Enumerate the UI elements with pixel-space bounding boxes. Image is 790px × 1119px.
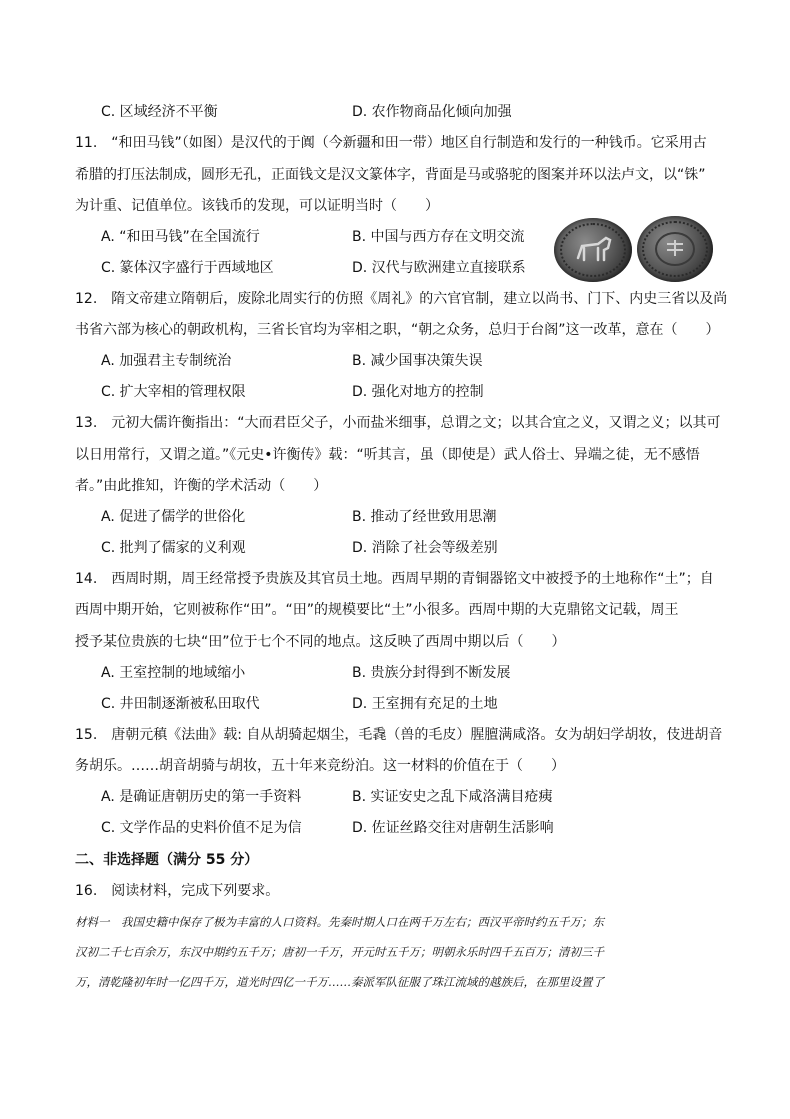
- horse-coin-front-image: [554, 218, 632, 282]
- q10-options-row-2: [0, 102, 790, 122]
- q16-material-line-3: 万，清乾隆初年时一亿四千万，道光时四亿一千万……秦派军队征服了珠江流域的越族后，在那里设置了: [75, 975, 604, 989]
- q11-option-a[interactable]: A. “和田马钱”在全国流行: [101, 229, 260, 245]
- q15-stem-line-2: 务胡乐。……胡音胡骑与胡妆，五十年来竞纷泊。这一材料的价值在于（ ）: [75, 758, 565, 774]
- q14-stem-line-3: 授予某位贵族的七块“田”位于七个不同的地点。这反映了西周中期以后（ ）: [75, 634, 566, 650]
- q14-option-b[interactable]: B. 贵族分封得到不断发展: [352, 665, 511, 681]
- q11-option-c[interactable]: C. 篆体汉字盛行于西域地区: [101, 260, 274, 276]
- section-2-heading: 二、非选择题（满分 55 分）: [75, 852, 259, 868]
- q13-option-c[interactable]: C. 批判了儒家的义利观: [101, 540, 246, 556]
- q16-material-1: [75, 907, 720, 997]
- q16-material-line-2: 汉初二千七百余万，东汉中期约五千万；唐初一千万，开元时五千万；明朝永乐时四千五百万；清初三千: [75, 945, 604, 959]
- q11-stem-line-1: 11. “和田马钱”（如图）是汉代的于阗（今新疆和田一带）地区自行制造和发行的一种钱币。它采用古: [75, 135, 707, 151]
- q13-option-a[interactable]: A. 促进了儒学的世俗化: [101, 509, 246, 525]
- q15-option-d[interactable]: D. 佐证丝路交往对唐朝生活影响: [352, 820, 554, 836]
- q14-option-a[interactable]: A. 王室控制的地域缩小: [101, 665, 246, 681]
- q15-option-c[interactable]: C. 文学作品的史料价值不足为信: [101, 820, 302, 836]
- horse-coin-back-image: [637, 216, 713, 282]
- q14-stem-line-2: 西周中期开始，它则被称作“田”。“田”的规模要比“土”小很多。西周中期的大克鼎铭文记载，周王: [75, 602, 679, 618]
- q14-options-row-1: [0, 663, 790, 683]
- q14-stem-line-1: 14. 西周时期，周王经常授予贵族及其官员土地。西周早期的青铜器铭文中被授予的土地称作“土”；自: [75, 571, 714, 587]
- q14-options-row-2: [0, 694, 790, 714]
- q13-stem-line-2: 以日用常行，又谓之道。”《元史•许衡传》载：“听其言，虽（即使是）武人俗士、异端之徒，无不感悟: [75, 447, 700, 463]
- q15-options-row-2: [0, 818, 790, 838]
- q12-option-b[interactable]: B. 减少国事决策失误: [352, 353, 483, 369]
- q13-option-d[interactable]: D. 消除了社会等级差别: [352, 540, 498, 556]
- q11-option-b[interactable]: B. 中国与西方存在文明交流: [352, 229, 525, 245]
- q10-option-c[interactable]: C. 区域经济不平衡: [101, 104, 218, 120]
- q15-option-b[interactable]: B. 实证安史之乱下咸洛满目疮痍: [352, 789, 553, 805]
- q11-stem-line-3: 为计重、记值单位。该钱币的发现，可以证明当时（ ）: [75, 198, 439, 214]
- q13-options-row-1: [0, 507, 790, 527]
- seal-pattern-icon: [637, 216, 713, 282]
- q11-stem-line-2: 希腊的打压法制成，圆形无孔，正面钱文是汉文篆体字，背面是马或骆驼的图案并环以法卢文，以“铢”: [75, 167, 706, 183]
- q12-options-row-2: [0, 382, 790, 402]
- q12-option-d[interactable]: D. 强化对地方的控制: [352, 384, 484, 400]
- q11-option-d[interactable]: D. 汉代与欧洲建立直接联系: [352, 260, 526, 276]
- q14-option-c[interactable]: C. 井田制逐渐被私田取代: [101, 696, 260, 712]
- q12-stem-line-1: 12. 隋文帝建立隋朝后，废除北周实行的仿照《周礼》的六官官制，建立以尚书、门下、内史三省以及尚: [75, 291, 728, 307]
- q15-options-row-1: [0, 787, 790, 807]
- q13-option-b[interactable]: B. 推动了经世致用思潮: [352, 509, 497, 525]
- q12-option-a[interactable]: A. 加强君主专制统治: [101, 353, 232, 369]
- q12-option-c[interactable]: C. 扩大宰相的管理权限: [101, 384, 246, 400]
- q16-material-line-1: 材料一 我国史籍中保存了极为丰富的人口资料。先秦时期人口在两千万左右；西汉平帝时约五千万；东: [75, 915, 604, 929]
- q14-option-d[interactable]: D. 王室拥有充足的土地: [352, 696, 498, 712]
- q13-stem-line-3: 者。”由此推知，许衡的学术活动（ ）: [75, 478, 328, 494]
- horse-icon: [554, 218, 632, 282]
- q12-stem-line-2: 书省六部为核心的朝政机构，三省长官均为宰相之职，“朝之众务，总归于台阁”这一改革，意在（ ）: [75, 322, 720, 338]
- q10-option-d[interactable]: D. 农作物商品化倾向加强: [352, 104, 512, 120]
- q16-stem: 16. 阅读材料，完成下列要求。: [75, 883, 280, 899]
- q15-stem-line-1: 15. 唐朝元稹《法曲》载: 自从胡骑起烟尘，毛毳（兽的毛皮）腥膻满咸洛。女为胡妇学胡妆，伎进胡音: [75, 727, 723, 743]
- q13-options-row-2: [0, 538, 790, 558]
- q12-options-row-1: [0, 351, 790, 371]
- q15-option-a[interactable]: A. 是确证唐朝历史的第一手资料: [101, 789, 302, 805]
- q13-stem-line-1: 13. 元初大儒许衡指出：“大而君臣父子，小而盐米细事，总谓之文；以其合宜之义，又谓之义；以其可: [75, 415, 721, 431]
